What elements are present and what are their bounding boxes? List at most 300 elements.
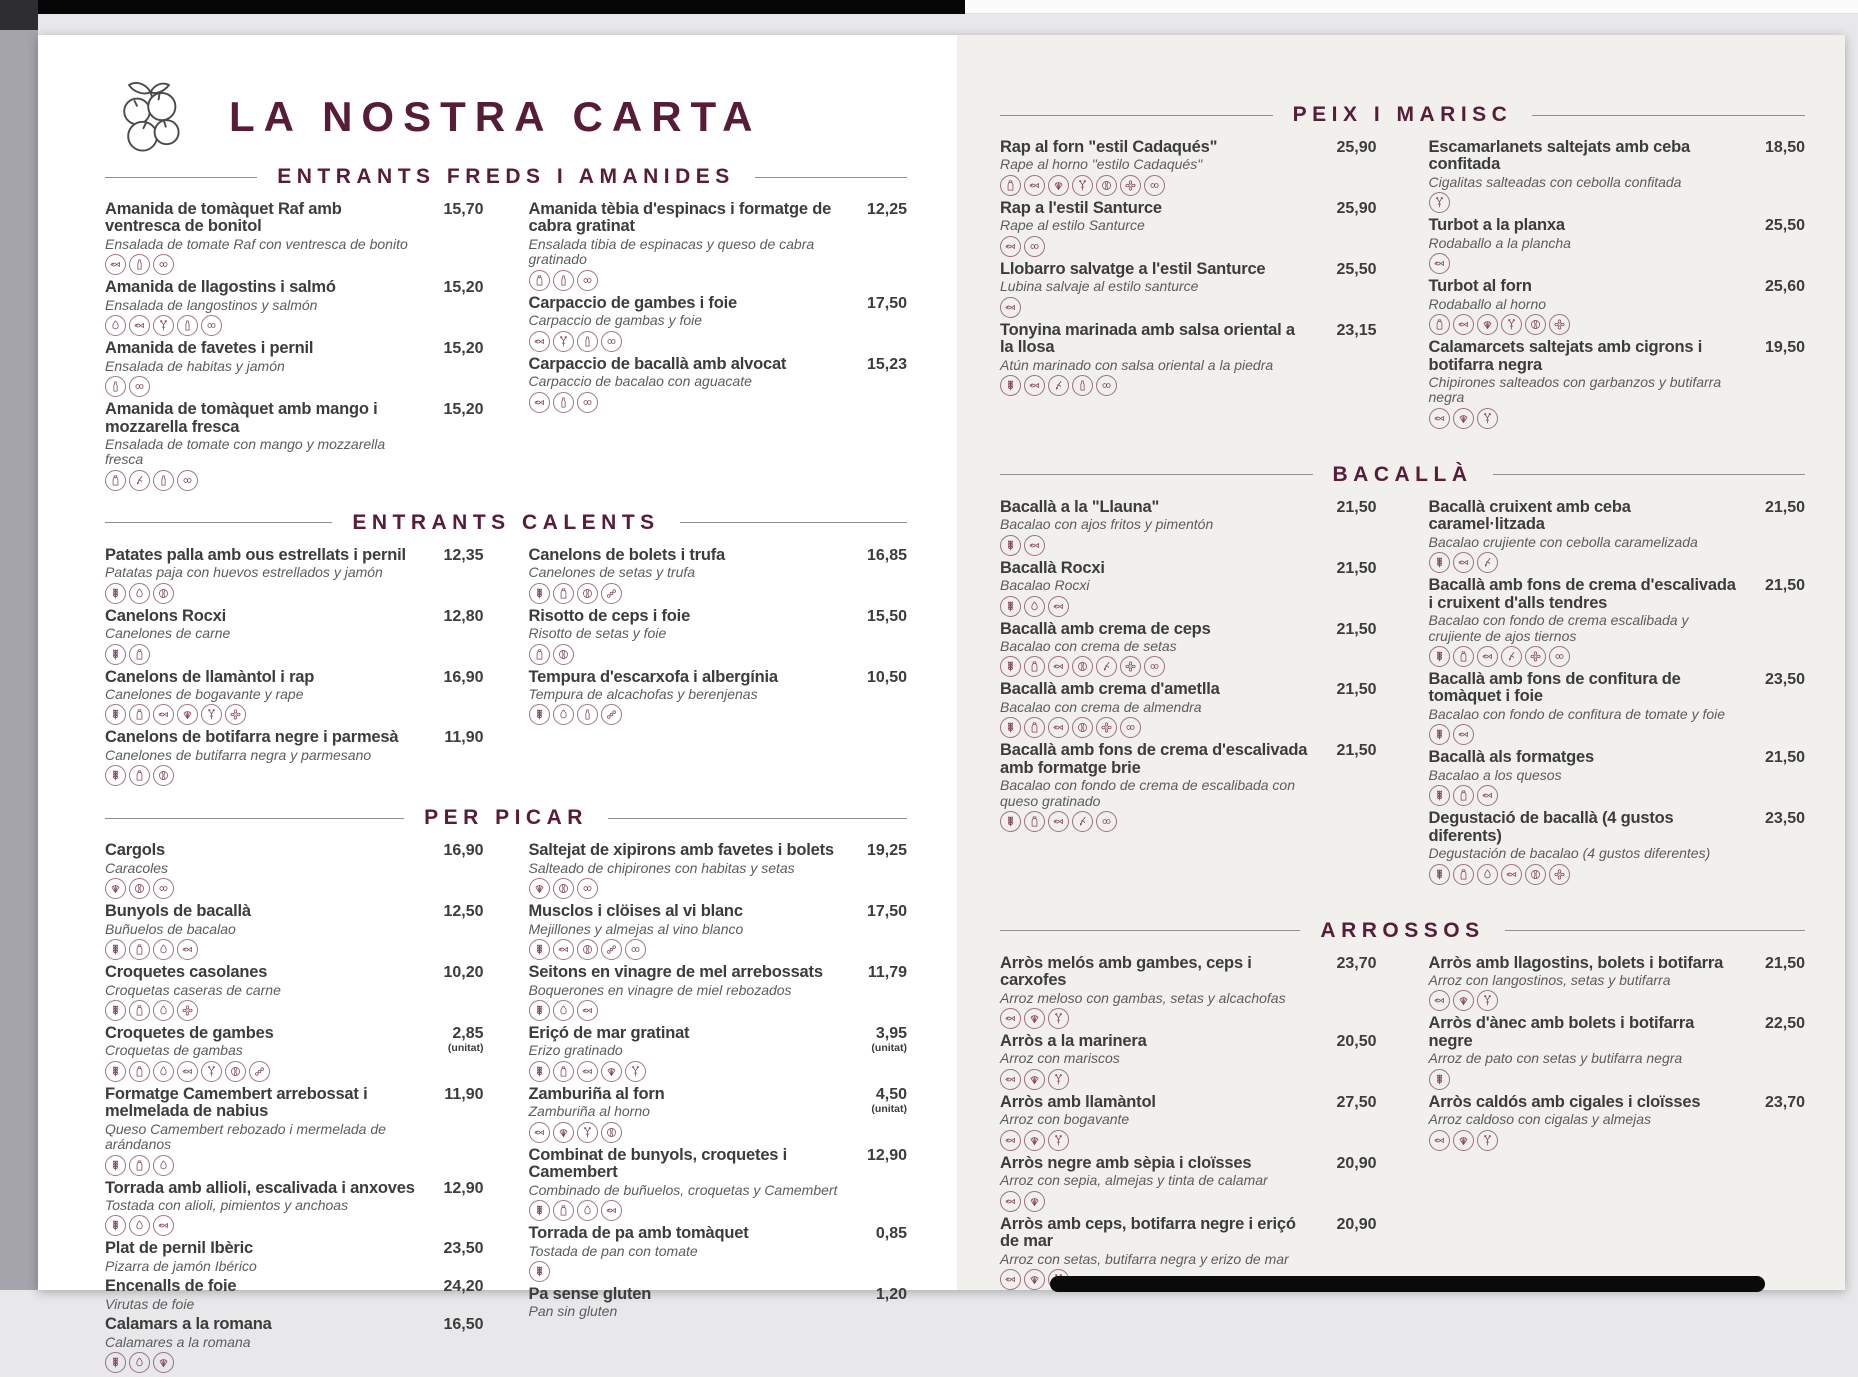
menu-item-text — [1000, 139, 1319, 196]
allergen-icons — [529, 1200, 840, 1221]
allergen-icons — [105, 644, 416, 665]
allergen-icons — [1000, 297, 1309, 318]
menu-item — [1000, 322, 1377, 396]
item-subtitle: Arroz con langostinos, setas y butifarra — [1428, 972, 1671, 989]
item-subtitle: Carpaccio de gambas y foie — [528, 312, 703, 329]
menu-item — [1000, 560, 1377, 617]
allergen-icons — [105, 1352, 416, 1373]
item-price: 15,20 — [443, 401, 484, 419]
nuts-allergen-icon — [153, 765, 174, 786]
crustacean-allergen-icon — [1501, 314, 1522, 335]
item-price-block — [426, 1180, 484, 1198]
item-name: Carpaccio de bacallà amb alvocat — [528, 354, 787, 373]
gluten-allergen-icon — [1000, 811, 1021, 832]
item-price: 15,23 — [866, 355, 907, 373]
menu-item-text — [1000, 621, 1319, 678]
crustacean-allergen-icon — [577, 1122, 598, 1143]
menu-item-text — [1429, 1015, 1748, 1089]
menu-item — [529, 547, 908, 604]
item-subtitle: Bacalao con crema de setas — [1000, 638, 1177, 655]
item-subtitle: Croquetas caseras de carne — [105, 981, 281, 998]
allergen-icons — [529, 583, 840, 604]
item-price-block — [849, 1025, 907, 1055]
item-price-block — [849, 669, 907, 687]
fish-allergen-icon — [1477, 785, 1498, 806]
mustard-allergen-icon — [1096, 656, 1117, 677]
item-price: 23,15 — [1336, 321, 1377, 339]
lupins-allergen-icon — [1120, 717, 1141, 738]
allergen-icons — [105, 765, 416, 786]
item-name: Degustació de bacallà (4 gustos diferents) — [1428, 809, 1674, 845]
item-price-block — [426, 669, 484, 687]
menu-item — [529, 1147, 908, 1221]
section-column-left — [1000, 499, 1377, 889]
section-header — [1000, 463, 1805, 487]
section-columns — [1000, 139, 1805, 433]
sulfites-allergen-icon — [577, 704, 598, 725]
egg-allergen-icon — [129, 583, 150, 604]
crustacean-allergen-icon — [153, 315, 174, 336]
item-price: 19,50 — [1764, 339, 1805, 357]
allergen-icons — [1429, 724, 1738, 745]
item-subtitle: Arroz caldoso con cigalas y almejas — [1428, 1111, 1652, 1128]
section-column-left — [105, 201, 484, 495]
item-price: 10,50 — [866, 668, 907, 686]
allergen-icons — [1429, 253, 1738, 274]
item-price-block — [1747, 217, 1805, 235]
item-price-block — [426, 401, 484, 419]
menu-item-text — [1000, 200, 1319, 257]
section-columns — [1000, 955, 1805, 1294]
gluten-allergen-icon — [1000, 656, 1021, 677]
item-name: Bacallà amb crema d'ametlla — [1000, 680, 1220, 699]
allergen-icons — [1000, 811, 1309, 832]
sulfites-allergen-icon — [1072, 375, 1093, 396]
item-subtitle: Rodaballo a la plancha — [1428, 234, 1571, 251]
item-price: 12,25 — [866, 201, 907, 218]
item-price-block — [426, 1316, 484, 1334]
menu-item-text — [1429, 955, 1748, 1012]
item-subtitle: Virutas de foie — [105, 1295, 195, 1312]
menu-item — [1000, 742, 1377, 832]
item-subtitle: Arroz meloso con gambas, setas y alcachofas — [1000, 989, 1286, 1006]
item-price: 15,20 — [443, 340, 484, 358]
item-subtitle: Ensalada de tomate con mango y mozzarella fresca — [105, 436, 386, 468]
menu-item — [105, 608, 484, 665]
menu-item — [105, 1278, 484, 1312]
mustard-allergen-icon — [1072, 811, 1093, 832]
gluten-allergen-icon — [105, 939, 126, 960]
allergen-icons — [105, 583, 416, 604]
menu-item-text — [105, 547, 426, 604]
gluten-allergen-icon — [1429, 552, 1450, 573]
celery-allergen-icon — [1549, 314, 1570, 335]
section-rule-right — [608, 818, 907, 819]
section-header — [1000, 103, 1805, 127]
section-rule-left — [1000, 474, 1313, 475]
section-header — [105, 511, 907, 535]
menu-item — [529, 608, 908, 665]
menu-item-text — [529, 356, 850, 413]
item-price-block — [849, 903, 907, 921]
item-name: Tonyina marinada amb salsa oriental a la llosa — [1000, 320, 1295, 357]
allergen-icons — [105, 939, 416, 960]
allergen-icons — [105, 1155, 416, 1176]
milk-allergen-icon — [129, 765, 150, 786]
mollusc-allergen-icon — [1024, 1008, 1045, 1029]
sulfites-allergen-icon — [129, 254, 150, 275]
egg-allergen-icon — [1024, 596, 1045, 617]
menu-item — [105, 1025, 484, 1082]
menu-item — [105, 842, 484, 899]
menu-item-text — [1429, 217, 1748, 274]
item-price: 23,50 — [1764, 670, 1805, 688]
egg-allergen-icon — [577, 1200, 598, 1221]
item-name: Musclos i clöises al vi blanc — [528, 902, 743, 921]
nuts-allergen-icon — [601, 1122, 622, 1143]
item-price: 11,79 — [867, 964, 907, 982]
menu-item-text — [1429, 499, 1748, 573]
fish-allergen-icon — [1429, 253, 1450, 274]
item-subtitle: Bacalao Rocxi — [1000, 577, 1090, 594]
item-price-block — [1747, 955, 1805, 973]
item-price: 0,85 — [875, 1225, 907, 1243]
item-price: 23,50 — [443, 1240, 484, 1258]
menu-item — [105, 964, 484, 1021]
lupins-allergen-icon — [1144, 656, 1165, 677]
gluten-allergen-icon — [105, 1352, 126, 1373]
item-price-block — [1747, 339, 1805, 357]
section-rule-right — [755, 177, 907, 178]
menu-item — [1429, 1094, 1806, 1151]
fish-allergen-icon — [1501, 864, 1522, 885]
nuts-allergen-icon — [553, 644, 574, 665]
item-subtitle: Canelones de butifarra negra y parmesano — [105, 746, 372, 763]
item-subtitle: Tostada con alioli, pimientos y anchoas — [105, 1197, 349, 1214]
viewer-top-strip — [965, 0, 1858, 14]
section-columns — [105, 201, 907, 495]
item-subtitle: Salteado de chipirones con habitas y setas — [528, 859, 795, 876]
milk-allergen-icon — [1453, 785, 1474, 806]
milk-allergen-icon — [553, 1061, 574, 1082]
allergen-icons — [1429, 314, 1738, 335]
mustard-allergen-icon — [129, 470, 150, 491]
fish-allergen-icon — [105, 254, 126, 275]
crustacean-allergen-icon — [1048, 1130, 1069, 1151]
item-price: 12,90 — [866, 1146, 907, 1164]
menu-item-text — [105, 201, 426, 275]
section-rule-right — [1493, 474, 1806, 475]
menu-item-text — [105, 1180, 426, 1237]
section-columns — [105, 547, 907, 791]
allergen-icons — [1000, 1191, 1309, 1212]
menu-item-text — [1000, 261, 1319, 318]
item-name: Seitons en vinagre de mel arrebossats — [528, 963, 823, 982]
menu-item-text — [105, 1086, 426, 1176]
item-price: 17,50 — [866, 903, 907, 921]
item-price-block — [426, 842, 484, 860]
gluten-allergen-icon — [105, 1000, 126, 1021]
item-price-block — [849, 356, 907, 374]
allergen-icons — [1000, 596, 1309, 617]
item-price: 16,50 — [443, 1316, 484, 1334]
section-rule-right — [1532, 115, 1805, 116]
section-columns — [1000, 499, 1805, 889]
allergen-icons — [529, 1261, 840, 1282]
item-subtitle: Queso Camembert rebozado i mermelada de arándanos — [105, 1120, 386, 1153]
item-price: 20,50 — [1336, 1032, 1377, 1050]
section-header — [1000, 919, 1805, 943]
fish-allergen-icon — [1000, 1069, 1021, 1090]
menu-item-text — [1000, 681, 1319, 738]
allergen-icons — [1000, 717, 1309, 738]
gluten-allergen-icon — [105, 765, 126, 786]
fish-allergen-icon — [1477, 646, 1498, 667]
item-price-block — [1747, 139, 1805, 157]
item-name: Zamburiña al forn — [528, 1084, 665, 1103]
menu-section — [1000, 919, 1805, 1294]
item-price-block — [1319, 261, 1377, 279]
menu-item — [1000, 681, 1377, 738]
item-price-block — [1319, 499, 1377, 517]
section-columns — [105, 842, 907, 1377]
menu-item-text — [529, 295, 850, 352]
milk-allergen-icon — [553, 583, 574, 604]
item-name: Canelons de llamàntol i rap — [105, 667, 315, 686]
gluten-allergen-icon — [529, 1200, 550, 1221]
menu-item — [529, 669, 908, 726]
allergen-icons — [1429, 864, 1738, 885]
fish-allergen-icon — [1048, 656, 1069, 677]
menu-item — [1000, 621, 1377, 678]
item-name: Arròs a la marinera — [1000, 1031, 1147, 1050]
brand-row — [113, 71, 907, 163]
item-name: Bacallà a la "Llauna" — [1000, 497, 1160, 516]
allergen-icons — [105, 1215, 416, 1236]
fish-allergen-icon — [529, 392, 550, 413]
menu-item — [1000, 955, 1377, 1029]
item-price: 25,50 — [1336, 260, 1377, 278]
menu-item-text — [1000, 499, 1319, 556]
item-name: Arròs melós amb gambes, ceps i carxofes — [1000, 953, 1252, 990]
item-subtitle: Canelones de bogavante y rape — [105, 686, 304, 703]
item-name: Llobarro salvatge a l'estil Santurce — [1000, 259, 1266, 278]
egg-allergen-icon — [153, 939, 174, 960]
item-price: 15,20 — [443, 279, 484, 297]
item-subtitle: Bacalao crujiente con cebolla caramelizada — [1428, 533, 1698, 550]
nuts-allergen-icon — [577, 583, 598, 604]
section-column-right — [1429, 499, 1806, 889]
item-subtitle: Arroz con bogavante — [1000, 1111, 1130, 1128]
egg-allergen-icon — [153, 1000, 174, 1021]
item-name: Bacallà amb fons de crema d'escalivada amb formatge brie — [1000, 741, 1308, 777]
item-subtitle: Bacalao con fondo de crema escalibada y crujiente de ajos tiernos — [1428, 612, 1689, 644]
menu-item-text — [105, 401, 426, 491]
nuts-allergen-icon — [1096, 175, 1117, 196]
item-price: 19,25 — [866, 842, 907, 860]
menu-item-text — [105, 903, 426, 960]
menu-item-text — [529, 1025, 850, 1082]
item-name: Rap a l'estil Santurce — [1000, 198, 1162, 217]
item-price-block — [1319, 139, 1377, 157]
item-subtitle: Ensalada de langostinos y salmón — [105, 296, 318, 313]
gluten-allergen-icon — [105, 583, 126, 604]
item-price-block — [849, 842, 907, 860]
item-price: 12,50 — [443, 903, 484, 921]
section-title: BACALLÀ — [1332, 462, 1473, 486]
mollusc-allergen-icon — [1453, 1130, 1474, 1151]
menu-section — [1000, 103, 1805, 433]
mollusc-allergen-icon — [1477, 314, 1498, 335]
item-price-block — [1319, 742, 1377, 760]
menu-item — [529, 903, 908, 960]
section-rule-left — [1000, 115, 1273, 116]
menu-item-text — [105, 608, 426, 665]
item-price-block — [849, 608, 907, 626]
gluten-allergen-icon — [1000, 596, 1021, 617]
mollusc-allergen-icon — [1453, 408, 1474, 429]
item-price: 16,90 — [443, 842, 484, 860]
item-name: Bacallà amb fons de confitura de tomàquet i foie — [1428, 669, 1681, 706]
item-price: 16,85 — [866, 546, 907, 564]
menu-item — [105, 1180, 484, 1237]
fish-allergen-icon — [1048, 717, 1069, 738]
item-name: Amanida de llagostins i salmó — [105, 278, 336, 297]
menu-item-text — [529, 1147, 850, 1221]
item-subtitle: Bacalao con fondo de confitura de tomate y foie — [1428, 705, 1726, 722]
menu-item-text — [105, 669, 426, 726]
menu-item — [529, 1225, 908, 1282]
item-price: 21,50 — [1336, 559, 1377, 577]
milk-allergen-icon — [1024, 811, 1045, 832]
item-name: Croquetes de gambes — [105, 1023, 274, 1042]
fish-allergen-icon — [1048, 811, 1069, 832]
allergen-icons — [1000, 1130, 1309, 1151]
item-price-block — [1319, 322, 1377, 340]
allergen-icons — [1429, 1130, 1738, 1151]
item-subtitle: Canelones de carne — [105, 625, 231, 642]
fish-allergen-icon — [177, 939, 198, 960]
item-price-block — [849, 1086, 907, 1116]
fish-allergen-icon — [1453, 314, 1474, 335]
mustard-allergen-icon — [1048, 375, 1069, 396]
section-rule-right — [1505, 930, 1805, 931]
section-header — [105, 165, 907, 189]
menu-item — [1429, 810, 1806, 884]
allergen-icons — [529, 878, 840, 899]
fish-allergen-icon — [177, 1061, 198, 1082]
item-subtitle: Rodaballo al horno — [1428, 295, 1547, 312]
menu-item-text — [529, 201, 850, 291]
item-price: 10,20 — [443, 964, 484, 982]
menu-item-text — [529, 608, 850, 665]
menu-item — [529, 1086, 908, 1143]
gluten-allergen-icon — [1429, 724, 1450, 745]
celery-allergen-icon — [1549, 864, 1570, 885]
menu-item — [105, 1086, 484, 1176]
item-name: Canelons Rocxi — [105, 606, 226, 625]
item-name: Bacallà Rocxi — [1000, 558, 1105, 577]
fish-allergen-icon — [577, 1000, 598, 1021]
menu-item-text — [1000, 1094, 1319, 1151]
fish-allergen-icon — [1000, 1008, 1021, 1029]
item-price: 24,20 — [443, 1278, 484, 1296]
section-header — [105, 806, 907, 830]
item-price: 4,50 — [875, 1085, 907, 1103]
fish-allergen-icon — [1024, 535, 1045, 556]
egg-allergen-icon — [553, 704, 574, 725]
item-price: 22,50 — [1764, 1015, 1805, 1033]
item-price: 21,50 — [1336, 498, 1377, 516]
gluten-allergen-icon — [529, 1000, 550, 1021]
item-subtitle: Chipirones salteados con garbanzos y butifarra negra — [1428, 374, 1722, 406]
item-price-block — [1319, 560, 1377, 578]
milk-allergen-icon — [1453, 864, 1474, 885]
item-subtitle: Canelones de setas y trufa — [528, 564, 696, 581]
menu-item — [1000, 261, 1377, 318]
item-subtitle: Calamares a la romana — [105, 1333, 251, 1350]
item-name: Turbot a la planxa — [1428, 216, 1565, 235]
item-price-block — [849, 547, 907, 565]
sulfites-allergen-icon — [577, 331, 598, 352]
item-name: Patates palla amb ous estrellats i pernil — [105, 545, 406, 564]
item-price: 15,50 — [866, 607, 907, 625]
item-price: 23,50 — [1764, 810, 1805, 828]
crustacean-allergen-icon — [201, 704, 222, 725]
menu-item-text — [1429, 749, 1748, 806]
gluten-allergen-icon — [105, 644, 126, 665]
menu-item-text — [105, 1278, 426, 1312]
menu-item-text — [1429, 139, 1748, 213]
allergen-icons — [529, 1061, 840, 1082]
nuts-allergen-icon — [1525, 314, 1546, 335]
egg-allergen-icon — [1477, 864, 1498, 885]
item-subtitle: Bacalao con crema de almendra — [1000, 698, 1202, 715]
item-price: 2,85 — [452, 1024, 484, 1042]
sulfites-allergen-icon — [553, 270, 574, 291]
item-name: Combinat de bunyols, croquetes i Camembert — [528, 1145, 788, 1182]
item-name: Arròs negre amb sèpia i cloïsses — [1000, 1153, 1252, 1172]
item-price: 25,90 — [1336, 199, 1377, 217]
allergen-icons — [529, 644, 840, 665]
allergen-icons — [1000, 236, 1309, 257]
menu-item-text — [529, 842, 850, 899]
item-price-block — [426, 964, 484, 982]
milk-allergen-icon — [105, 470, 126, 491]
crustacean-allergen-icon — [1477, 990, 1498, 1011]
item-price-block — [1319, 621, 1377, 639]
allergen-icons — [1000, 375, 1309, 396]
section-column-right — [529, 842, 908, 1377]
horizontal-scrollbar-thumb[interactable] — [1050, 1276, 1765, 1292]
menu-item-text — [529, 1225, 850, 1282]
item-price: 25,60 — [1764, 278, 1805, 296]
lupins-allergen-icon — [1096, 811, 1117, 832]
item-name: Amanida de favetes i pernil — [105, 339, 314, 358]
nuts-allergen-icon — [1525, 864, 1546, 885]
item-subtitle: Bacalao con fondo de crema de escalibada con queso gratinado — [1000, 777, 1295, 809]
item-subtitle: Risotto de setas y foie — [528, 625, 667, 642]
fish-allergen-icon — [529, 1122, 550, 1143]
section-column-left — [105, 842, 484, 1377]
item-price-block — [426, 547, 484, 565]
item-subtitle: Ensalada de habitas y jamón — [105, 357, 285, 374]
lupins-allergen-icon — [577, 270, 598, 291]
allergen-icons — [529, 331, 840, 352]
mollusc-allergen-icon — [1453, 990, 1474, 1011]
item-price-block — [1319, 1033, 1377, 1051]
fish-allergen-icon — [577, 1061, 598, 1082]
